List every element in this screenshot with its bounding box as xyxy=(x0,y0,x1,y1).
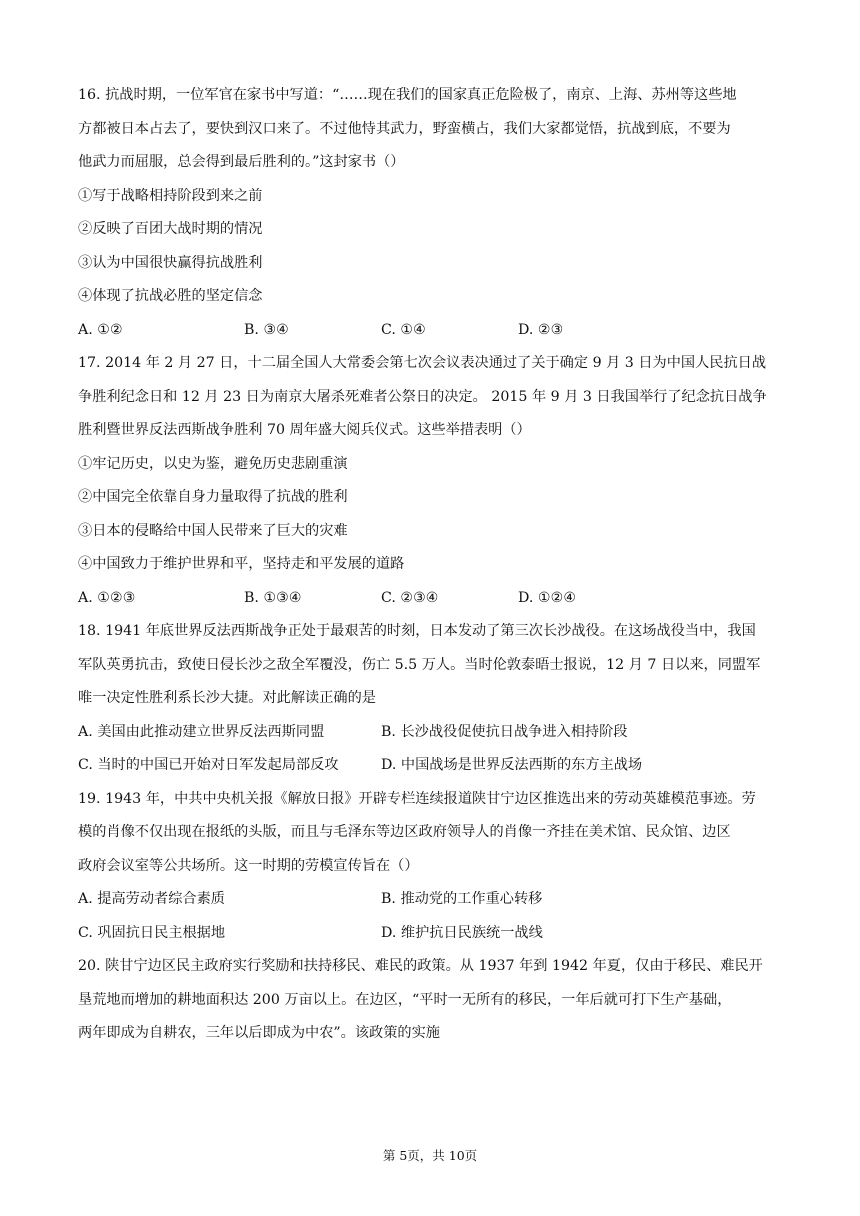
statement-option: ①写于战略相持阶段到来之前 xyxy=(78,187,263,204)
choice-a: A. 美国由此推动建立世界反法西斯同盟 xyxy=(78,723,325,740)
choice-c: C. 巩固抗日民主根据地 xyxy=(78,924,226,941)
answer-choices xyxy=(78,319,784,341)
question-19-stem xyxy=(78,788,784,877)
question-16 xyxy=(78,84,784,341)
question-text-line: 19. 1943 年，中共中央机关报《解放日报》开辟专栏连续报道陕甘宁边区推选出来的劳动英雄模范事迹。劳 xyxy=(78,790,756,807)
choice-d: D. 维护抗日民族统一战线 xyxy=(381,924,543,941)
answer-choices-row xyxy=(78,754,784,776)
choice-d: D. ②③ xyxy=(518,321,564,338)
question-19 xyxy=(78,788,784,944)
choice-d: D. 中国战场是世界反法西斯的东方主战场 xyxy=(381,757,643,773)
question-text-line: 20. 陕甘宁边区民主政府实行奖励和扶持移民、难民的政策。从 1937 年到 1942 年夏，仅由于移民、难民开 xyxy=(78,958,763,974)
statement-option: ②中国完全依靠自身力量取得了抗战的胜利 xyxy=(78,489,348,505)
choice-a: A. ①② xyxy=(78,321,123,338)
question-text-line: 17. 2014 年 2 月 27 日，十二届全国人大常委会第七次会议表决通过了关于确定 9 月 3 日为中国人民抗日战 xyxy=(78,355,767,371)
question-text-line: 模的肖像不仅出现在报纸的头版，而且与毛泽东等边区政府领导人的肖像一齐挂在美术馆、民众馆、边区 xyxy=(78,824,731,840)
statement-option: ③日本的侵略给中国人民带来了巨大的灾难 xyxy=(78,522,348,539)
choice-a: A. ①②③ xyxy=(78,589,136,606)
question-18 xyxy=(78,620,784,776)
statement-option: ④中国致力于维护世界和平，坚持走和平发展的道路 xyxy=(78,556,405,572)
choice-b: B. ①③④ xyxy=(244,589,302,606)
choice-d: D. ①②④ xyxy=(518,589,577,606)
choice-c: C. 当时的中国已开始对日军发起局部反攻 xyxy=(78,757,339,773)
question-17-stem xyxy=(78,352,784,441)
question-text-line: 他武力而屈服，总会得到最后胜利的。”这封家书（） xyxy=(78,154,405,170)
question-16-stem xyxy=(78,84,784,173)
question-text-line: 胜利暨世界反法西斯战争胜利 70 周年盛大阅兵仪式。这些举措表明（） xyxy=(78,422,531,438)
question-text-line: 军队英勇抗击，致使日侵长沙之敌全军覆没，伤亡 5.5 万人。当时伦敦泰晤士报说，12 月 7 日以来，同盟军 xyxy=(78,656,761,673)
question-text-line: 唯一决定性胜利系长沙大捷。对此解读正确的是 xyxy=(78,690,376,706)
statement-option: ②反映了百团大战时期的情况 xyxy=(78,221,263,237)
page-content xyxy=(78,84,784,1056)
choice-c: C. ①④ xyxy=(381,321,426,338)
question-text-line: 垦荒地而增加的耕地面积达 200 万亩以上。在边区，“平时一无所有的移民，一年后就可打下生产基础， xyxy=(78,991,732,1008)
question-text-line: 争胜利纪念日和 12 月 23 日为南京大屠杀死难者公祭日的决定。 2015 年 9 月 3 日我国举行了纪念抗日战争 xyxy=(78,388,767,405)
choice-b: B. 长沙战役促使抗日战争进入相持阶段 xyxy=(381,723,628,740)
answer-choices-row xyxy=(78,888,784,910)
statement-option: ④体现了抗战必胜的坚定信念 xyxy=(78,288,263,304)
statement-option: ③认为中国很快赢得抗战胜利 xyxy=(78,254,263,271)
statement-option: ①牢记历史，以史为鉴，避免历史悲剧重演 xyxy=(78,455,348,472)
choice-c: C. ②③④ xyxy=(381,589,439,606)
answer-choices xyxy=(78,587,784,609)
choice-b: B. ③④ xyxy=(244,321,289,338)
question-text-line: 方都被日本占去了，要快到汉口来了。不过他恃其武力，野蛮横占，我们大家都觉悟，抗战到底，不要为 xyxy=(78,120,731,137)
question-20 xyxy=(78,955,784,1044)
question-text-line: 18. 1941 年底世界反法西斯战争正处于最艰苦的时刻，日本发动了第三次长沙战役。在这场战役当中，我国 xyxy=(78,623,756,639)
question-17 xyxy=(78,352,784,609)
answer-choices-row xyxy=(78,922,784,944)
choice-a: A. 提高劳动者综合素质 xyxy=(78,891,225,907)
question-text-line: 政府会议室等公共场所。这一时期的劳模宣传旨在（） xyxy=(78,857,419,874)
page-number-footer: 第 5页，共 10页 xyxy=(382,1148,478,1163)
answer-choices-row xyxy=(78,721,784,743)
question-20-stem xyxy=(78,955,784,1044)
question-18-stem xyxy=(78,620,784,709)
question-text-line: 16. 抗战时期，一位军官在家书中写道：“……现在我们的国家真正危险极了，南京、上海、苏州等这些地 xyxy=(78,87,737,103)
choice-b: B. 推动党的工作重心转移 xyxy=(381,891,543,907)
question-text-line: 两年即成为自耕农，三年以后即成为中农”。该政策的实施 xyxy=(78,1025,440,1041)
